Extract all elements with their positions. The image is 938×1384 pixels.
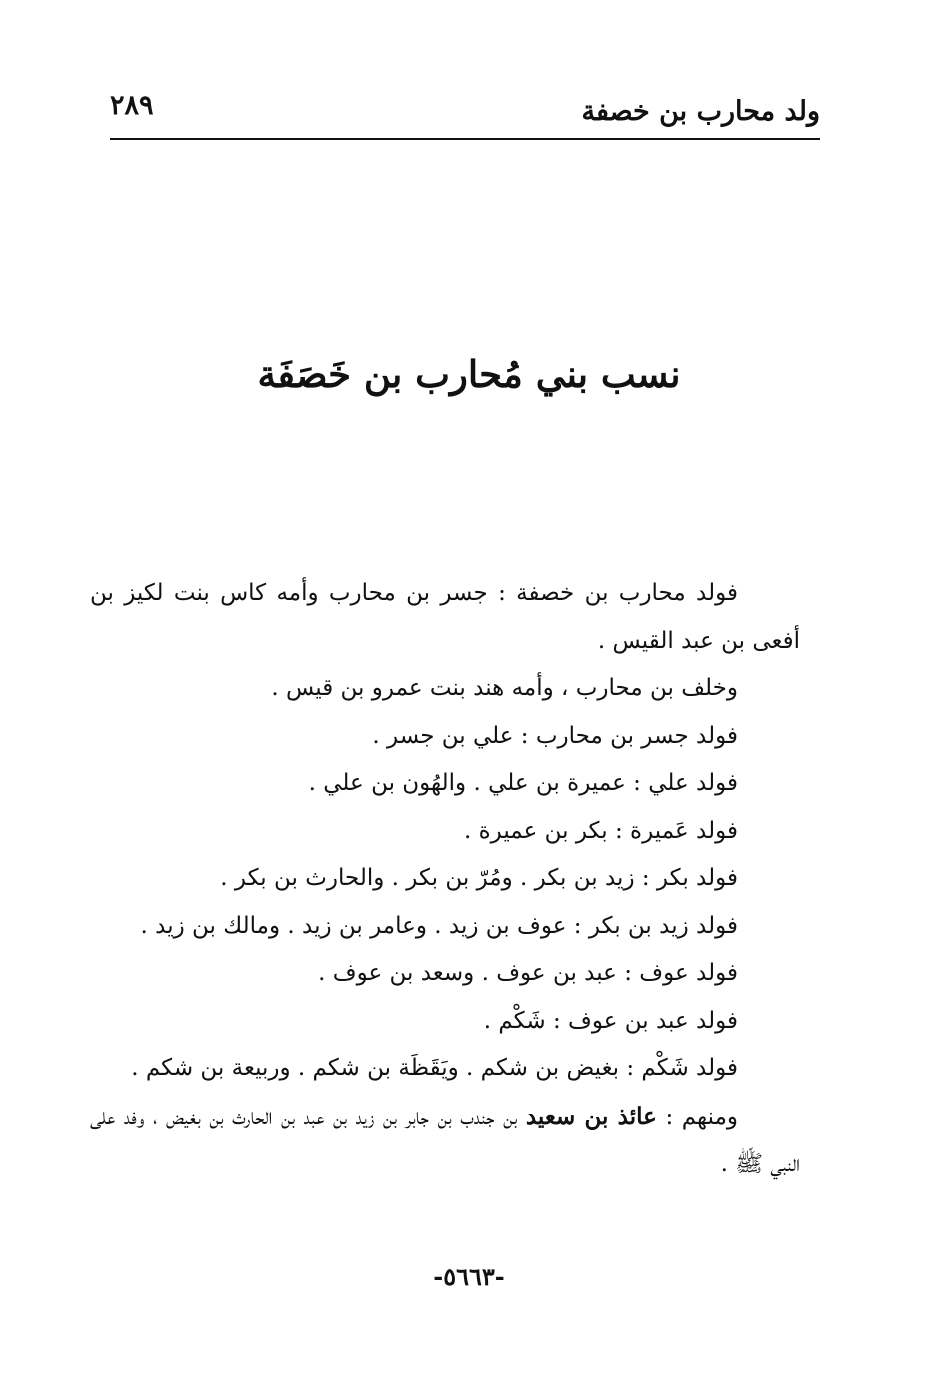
header-rule	[110, 138, 820, 140]
paragraph: فولد محارب بن خصفة : جسر بن محارب وأمه كاس بنت لكيز بن أفعى بن عبد القيس .	[90, 580, 800, 654]
body-text	[90, 570, 800, 1189]
paragraph: فولد علي : عميرة بن علي . والهُون بن علي .	[308, 770, 738, 796]
paragraph-last	[90, 1093, 800, 1189]
bold-name: عائذ بن سعيد	[525, 1102, 657, 1130]
chapter-title: نسب بني مُحارب بن خَصَفَة	[257, 352, 681, 396]
paragraph: فولد شَكْم : بغيض بن شكم . ويَقَظَة بن شكم . وربيعة بن شكم .	[131, 1055, 738, 1081]
paragraph: وخلف بن محارب ، وأمه هند بنت عمرو بن قيس .	[271, 675, 738, 701]
paragraph-prefix: ومنهم :	[665, 1103, 739, 1130]
paragraph-rest: بن جندب بن جابر بن زيد بن عبد بن الحارث بن بغيض ، وفد على النبي ﷺ .	[90, 1103, 800, 1177]
page-number: ٢٨٩	[110, 90, 154, 121]
paragraph: فولد جسر بن محارب : علي بن جسر .	[372, 722, 738, 749]
paragraph: فولد بكر : زيد بن بكر . ومُرّ بن بكر . والحارث بن بكر .	[220, 865, 738, 891]
running-title: ولد محارب بن خصفة	[581, 96, 820, 127]
folio-number: -٥٦٦٣-	[433, 1262, 505, 1291]
paragraph: فولد عوف : عبد بن عوف . وسعد بن عوف .	[318, 960, 738, 986]
running-header	[110, 88, 820, 142]
paragraph: فولد عَميرة : بكر بن عميرة .	[464, 817, 738, 844]
paragraph: فولد عبد بن عوف : شَكْم .	[483, 1007, 738, 1034]
paragraph: فولد زيد بن بكر : عوف بن زيد . وعامر بن زيد . ومالك بن زيد .	[140, 912, 738, 939]
